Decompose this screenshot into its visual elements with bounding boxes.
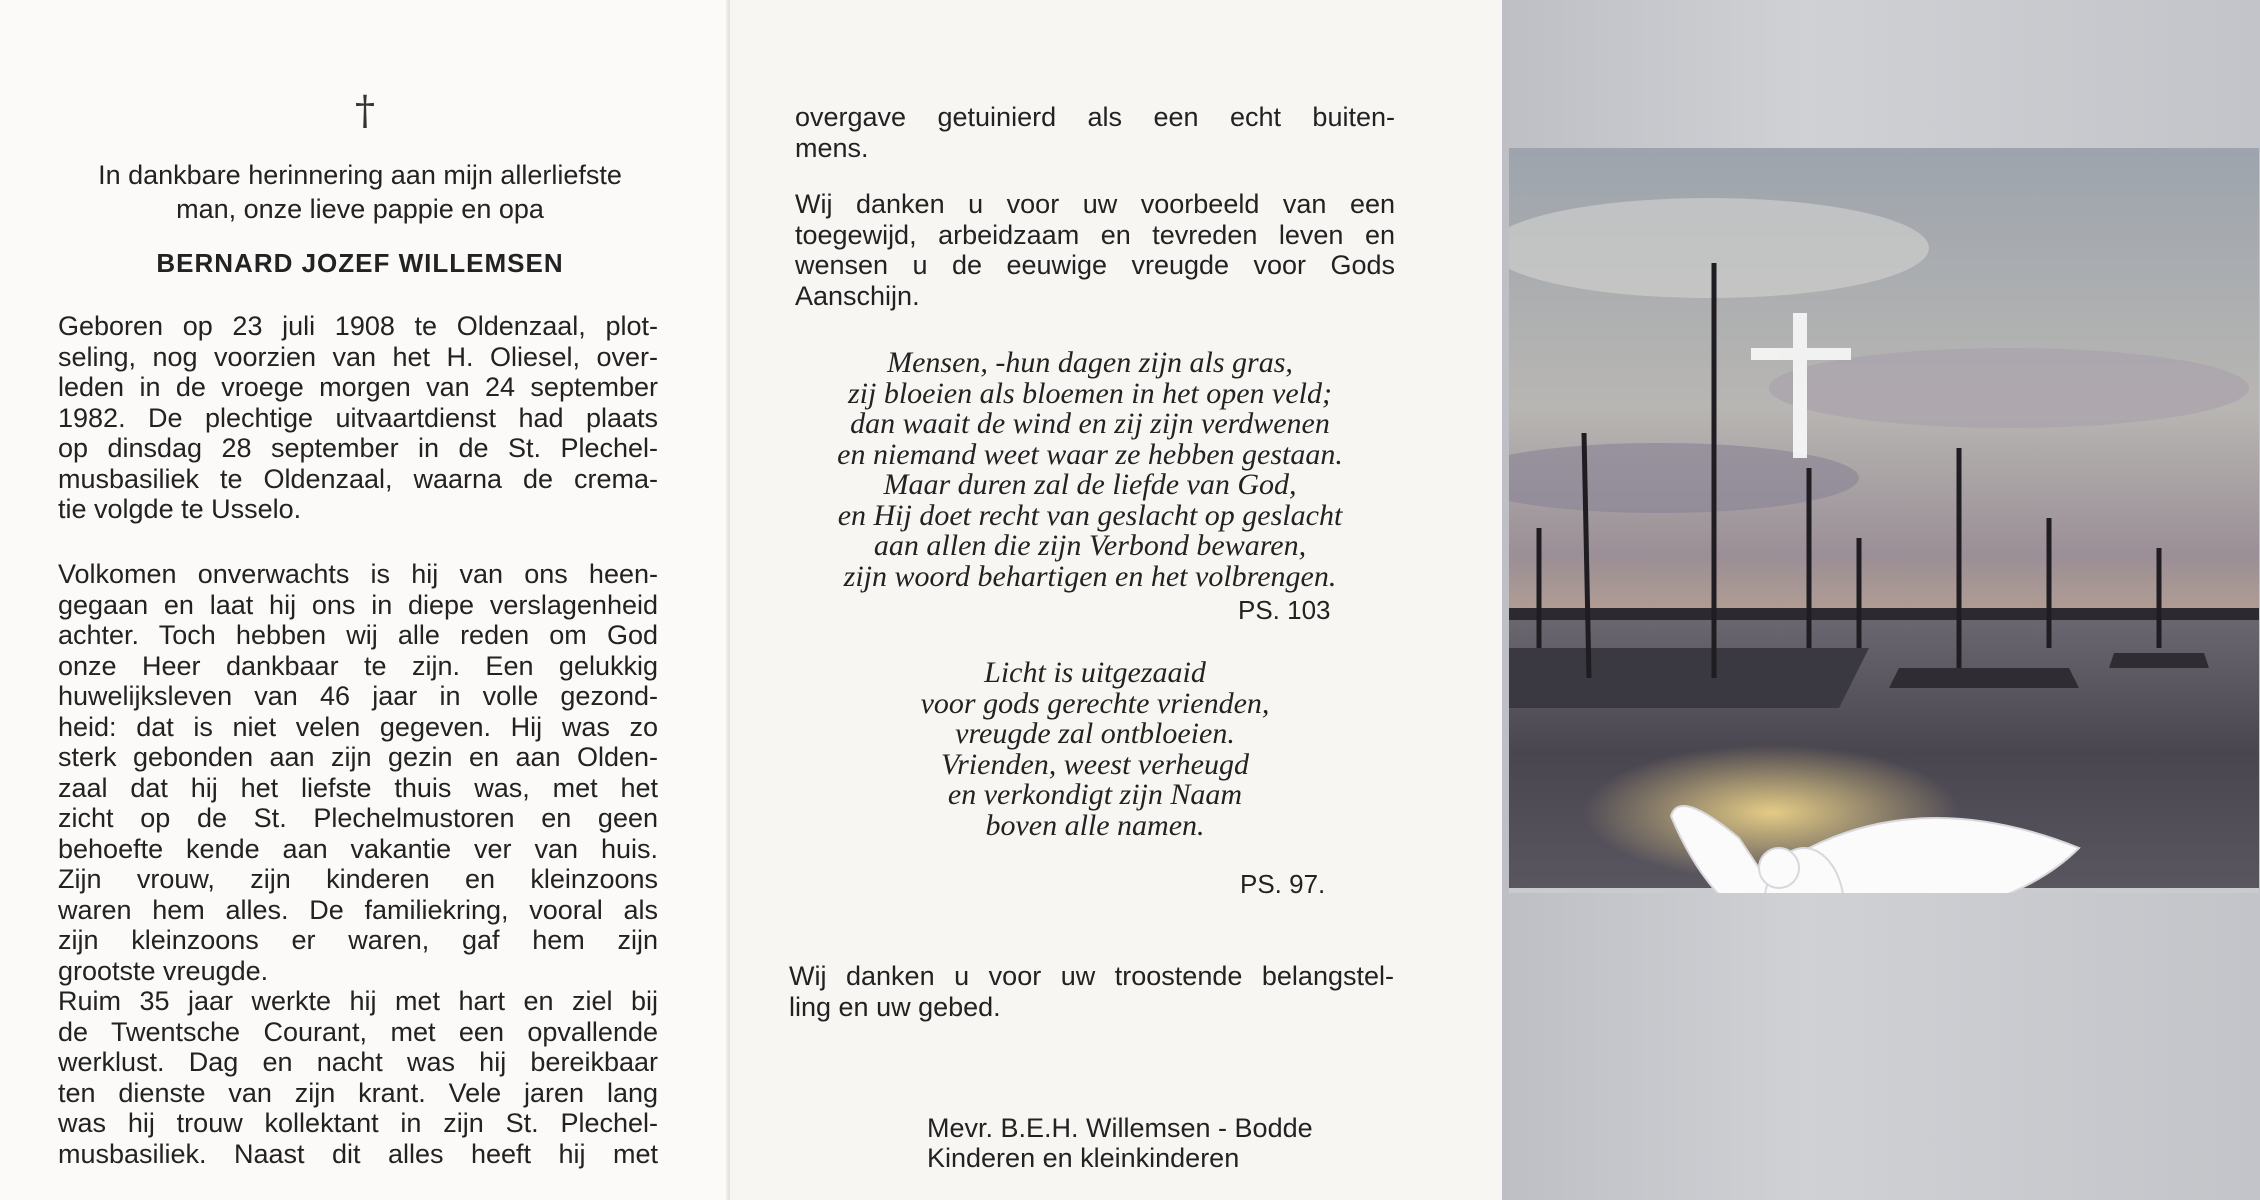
text-line: huwelijksleven van 46 jaar in volle gezond-: [58, 681, 658, 711]
continuation-paragraph: [795, 102, 1395, 163]
text-line: op dinsdag 28 september in de St. Plechel-: [58, 433, 658, 463]
text-line: seling, nog voorzien van het H. Oliesel, over-: [58, 341, 658, 372]
text-line: tie volgde te Usselo.: [58, 494, 302, 524]
text-line: Geboren op 23 juli 1908 te Oldenzaal, plot-: [58, 311, 658, 341]
psalm-reference: PS. 103: [1238, 595, 1331, 625]
text-line: Wij danken u voor uw troostende belangstel-: [789, 961, 1394, 991]
text-line: waren hem alles. De familiekring, vooral als: [58, 894, 658, 925]
biography-paragraph-1: [58, 311, 658, 525]
text-line: gegaan en laat hij ons in diepe verslagenheid: [58, 589, 658, 620]
text-line: behoefte kende aan vakantie ver van huis.: [58, 833, 658, 864]
intro-line: man, onze lieve pappie en opa: [176, 194, 544, 224]
verse-line: aan allen die zijn Verbond bewaren,: [873, 529, 1307, 562]
gratitude-paragraph: [795, 189, 1395, 311]
text-line: 1982. De plechtige uitvaartdienst had plaats: [58, 402, 658, 433]
text-line: was hij trouw kollektant in zijn St. Plechel-: [58, 1108, 658, 1138]
thanks-paragraph: [789, 961, 1394, 1022]
text-line: toegewijd, arbeidzaam en tevreden leven en: [795, 219, 1395, 250]
psalm-reference: PS. 97.: [1240, 869, 1326, 899]
text-line: onze Heer dankbaar te zijn. Een gelukkig: [58, 650, 658, 681]
verse-line: boven alle namen.: [985, 808, 1205, 842]
verse-line: zij bloeien als bloemen in het open veld;: [847, 376, 1333, 410]
verse-line: dan waait de wind en zij zijn verdwenen: [850, 407, 1330, 440]
harbor-sunset-icon: [1509, 148, 2259, 893]
verse-line: Licht is uitgezaaid: [984, 656, 1206, 689]
text-line: sterk gebonden aan zijn gezin en aan Olden-: [58, 742, 658, 772]
text-line: mens.: [795, 132, 869, 163]
text-line: ten dienste van zijn krant. Vele jaren lang: [58, 1077, 658, 1108]
left-panel: [0, 0, 730, 1200]
text-line: de Twentsche Courant, met een opvallende: [58, 1016, 658, 1047]
biography-paragraph-2: [58, 559, 658, 1169]
verse-line: voor gods gerechte vrienden,: [920, 686, 1270, 720]
verse-line: en verkondigt zijn Naam: [947, 778, 1243, 811]
text-line: Volkomen onverwachts is hij van ons heen-: [58, 559, 658, 589]
verse-line: zijn woord behartigen en het volbrengen.: [843, 559, 1337, 593]
text-line: zaal dat hij het liefste thuis was, met het: [58, 772, 658, 803]
family-signature: [927, 1113, 1313, 1173]
text-line: Wij danken u voor uw voorbeeld van een: [795, 189, 1395, 219]
text-line: musbasiliek. Naast dit alles heeft hij met: [58, 1138, 658, 1169]
psalm-97-verse: [850, 658, 1340, 841]
dedication-intro: [50, 158, 670, 226]
text-line: overgave getuinierd als een echt buiten-: [795, 102, 1395, 132]
text-line: Zijn vrouw, zijn kinderen en kleinzoons: [58, 864, 658, 894]
text-line: heid: dat is niet velen gegeven. Hij was zo: [58, 711, 658, 742]
text-line: musbasiliek te Oldenzaal, waarna de crema-: [58, 463, 658, 494]
verse-line: vreugde zal ontbloeien.: [955, 717, 1235, 750]
text-line: zicht op de St. Plechelmustoren en geen: [58, 803, 658, 833]
signature-line: Mevr. B.E.H. Willemsen - Bodde: [927, 1113, 1313, 1143]
intro-line: In dankbare herinnering aan mijn allerliefste: [98, 160, 622, 190]
text-line: leden in de vroege morgen van 24 september: [58, 372, 658, 402]
text-line: wensen u de eeuwige vreugde voor Gods: [795, 250, 1395, 280]
text-line: ling en uw gebed.: [789, 991, 1001, 1022]
psalm-103-verse: [790, 348, 1390, 592]
verse-line: en niemand weet waar ze hebben gestaan.: [837, 437, 1343, 471]
text-line: achter. Toch hebben wij alle reden om God: [58, 620, 658, 650]
text-line: Ruim 35 jaar werkte hij met hart en ziel bij: [58, 986, 658, 1016]
text-line: werklust. Dag en nacht was hij bereikbaar: [58, 1047, 658, 1077]
verse-line: Mensen, -hun dagen zijn als gras,: [887, 346, 1293, 379]
cross-icon: †: [355, 88, 375, 134]
verse-line: Vrienden, weest verheugd: [941, 747, 1249, 781]
verse-line: en Hij doet recht van geslacht op geslacht: [837, 498, 1343, 532]
text-line: zijn kleinzoons er waren, gaf hem zijn: [58, 925, 658, 955]
signature-line: Kinderen en kleinkinderen: [927, 1143, 1240, 1173]
text-line: grootste vreugde.: [58, 955, 269, 986]
text-line: Aanschijn.: [795, 280, 920, 311]
deceased-name: BERNARD JOZEF WILLEMSEN: [156, 248, 564, 278]
harbor-sunset-photo: [1509, 148, 2259, 893]
verse-line: Maar duren zal de liefde van God,: [883, 468, 1297, 501]
